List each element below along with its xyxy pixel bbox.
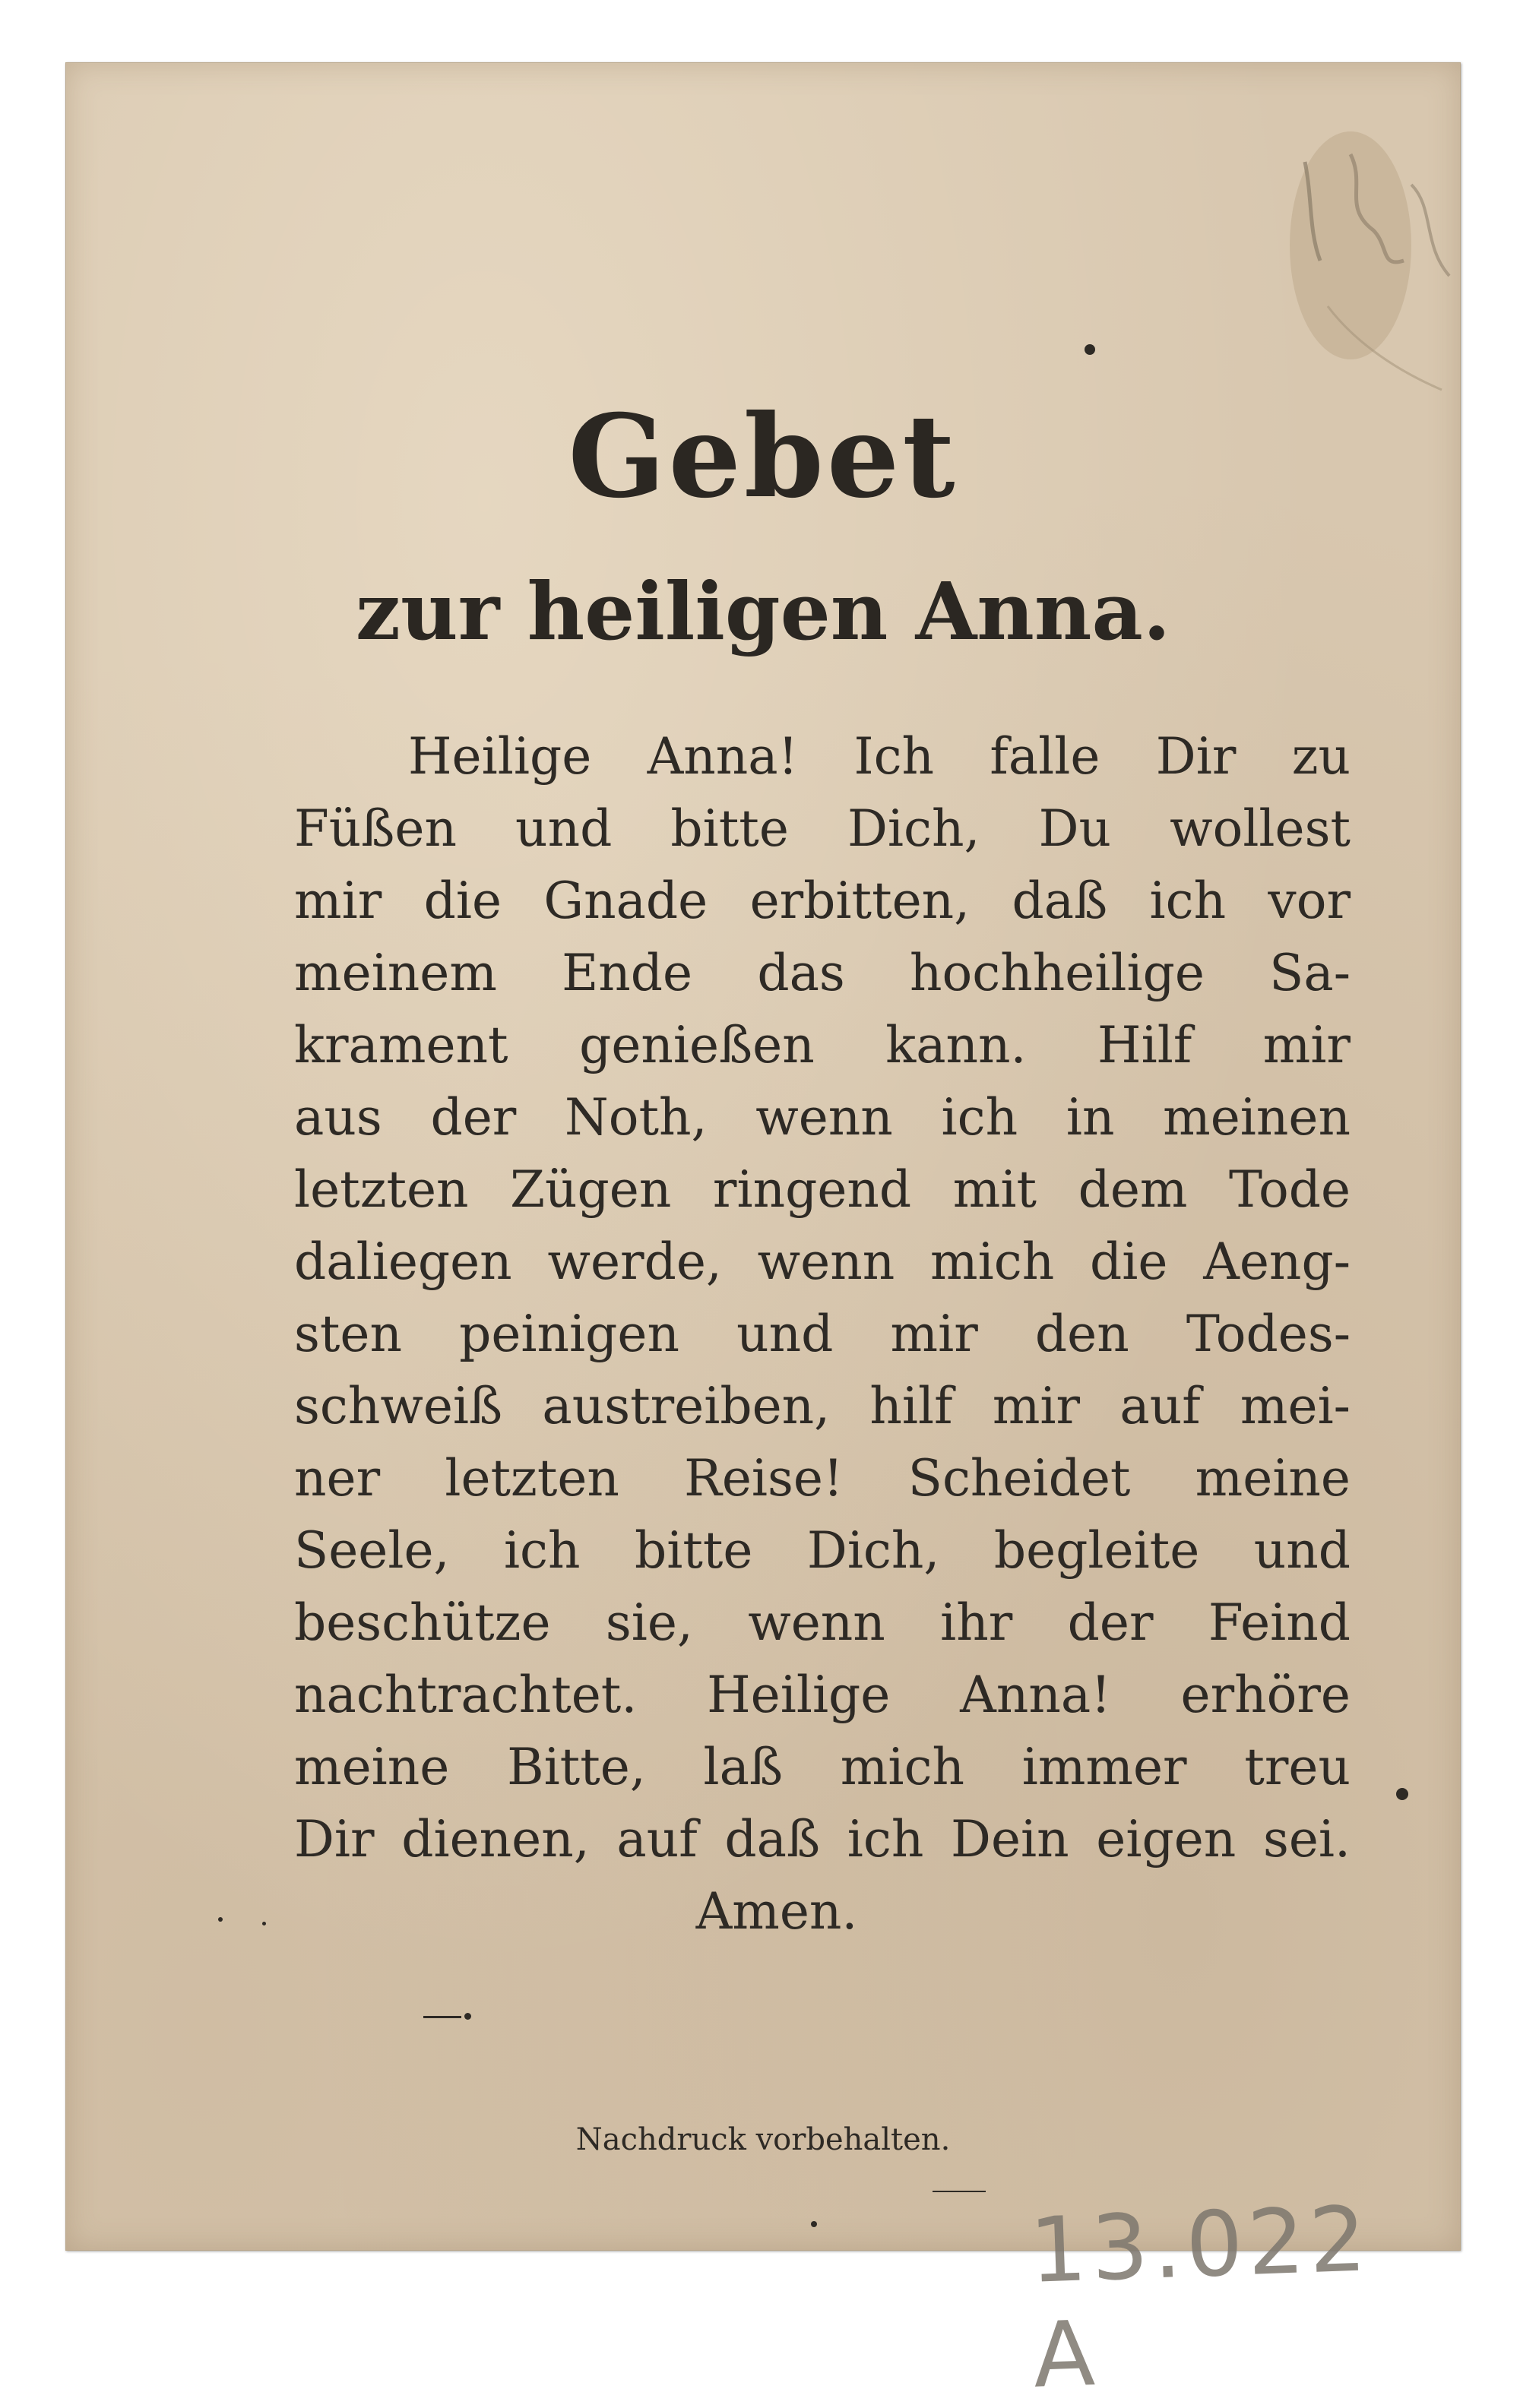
ink-speck: [1085, 344, 1095, 355]
card-subtitle: zur heiligen Anna.: [355, 565, 1171, 658]
prayer-line: Füßen und bitte Dich, Du wollest: [294, 799, 1351, 858]
prayer-line: letzten Zügen ringend mit dem Tode: [294, 1160, 1351, 1219]
ink-speck: [811, 2221, 817, 2227]
prayer-line: ner letzten Reise! Scheidet meine: [294, 1449, 1351, 1508]
archive-number: 13.022 A: [1028, 2186, 1373, 2408]
prayer-closing: Amen.: [695, 1882, 858, 1941]
prayer-line: krament genießen kann. Hilf mir: [294, 1016, 1351, 1074]
prayer-line: meine Bitte, laß mich immer treu: [294, 1738, 1351, 1796]
pencil-scribble: [1259, 139, 1510, 413]
ornament-dash: [933, 2191, 986, 2192]
prayer-line: nachtrachtet. Heilige Anna! erhöre: [294, 1666, 1351, 1724]
prayer-line: schweiß austreiben, hilf mir auf mei-: [294, 1377, 1351, 1435]
prayer-line: Seele, ich bitte Dich, begleite und: [294, 1521, 1351, 1580]
ink-speck: [218, 1917, 223, 1922]
prayer-line: Heilige Anna! Ich falle Dir zu: [408, 727, 1351, 786]
prayer-line: beschütze sie, wenn ihr der Feind: [294, 1593, 1351, 1652]
prayer-line: aus der Noth, wenn ich in meinen: [294, 1088, 1351, 1147]
ornament-dash: [423, 2016, 461, 2018]
ink-speck: [1396, 1788, 1408, 1800]
prayer-line: meinem Ende das hochheilige Sa-: [294, 944, 1351, 1002]
prayer-card: [65, 62, 1461, 2408]
card-title: Gebet: [568, 390, 958, 524]
ornament-dot: [464, 2013, 471, 2020]
reprint-notice: Nachdruck vorbehalten.: [575, 2122, 951, 2157]
prayer-line: daliegen werde, wenn mich die Aeng-: [294, 1232, 1351, 1291]
prayer-line: mir die Gnade erbitten, daß ich vor: [294, 872, 1351, 930]
prayer-line: sten peinigen und mir den Todes-: [294, 1305, 1351, 1363]
prayer-line: Dir dienen, auf daß ich Dein eigen sei.: [294, 1810, 1351, 1868]
prayer-text: [294, 720, 1351, 1948]
ink-speck: [262, 1922, 266, 1925]
